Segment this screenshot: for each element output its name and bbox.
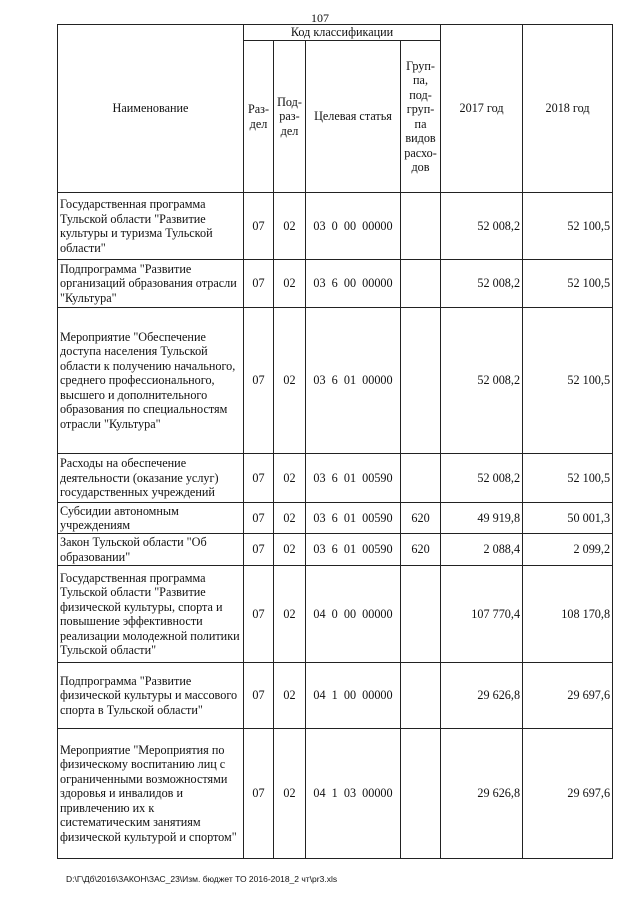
row-target: 03 6 01 00590 <box>306 454 401 503</box>
row-section: 07 <box>244 260 274 308</box>
header-group: Груп- па, под- груп- па видов расхо- дов <box>401 41 441 193</box>
row-subsection: 02 <box>274 260 306 308</box>
table-row <box>58 534 613 566</box>
row-subsection: 02 <box>274 503 306 534</box>
row-2018: 29 697,6 <box>523 663 613 729</box>
row-2018: 52 100,5 <box>523 454 613 503</box>
header-subsection: Под- раз- дел <box>274 41 306 193</box>
row-name: Подпрограмма "Развитие физической культуры и массового спорта в Тульской области" <box>58 663 244 729</box>
header-target: Целевая статья <box>306 41 401 193</box>
header-2017: 2017 год <box>441 25 523 193</box>
row-group <box>401 566 441 663</box>
row-target: 04 1 00 00000 <box>306 663 401 729</box>
row-2017: 107 770,4 <box>441 566 523 663</box>
row-target: 04 0 00 00000 <box>306 566 401 663</box>
row-target: 03 6 01 00590 <box>306 503 401 534</box>
table-row <box>58 260 613 308</box>
row-group <box>401 663 441 729</box>
table-row <box>58 729 613 859</box>
table-row <box>58 308 613 454</box>
row-2017: 29 626,8 <box>441 663 523 729</box>
row-subsection: 02 <box>274 193 306 260</box>
row-section: 07 <box>244 193 274 260</box>
row-section: 07 <box>244 729 274 859</box>
row-2018: 108 170,8 <box>523 566 613 663</box>
table-row <box>58 566 613 663</box>
table-row <box>58 503 613 534</box>
file-path-footer: D:\Г\Дб\2016\ЗАКОН\ЗАС_23\Изм. бюджет ТО 2016-2018_2 чт\pr3.xls <box>66 874 338 884</box>
row-2018: 29 697,6 <box>523 729 613 859</box>
row-subsection: 02 <box>274 729 306 859</box>
row-section: 07 <box>244 454 274 503</box>
row-target: 04 1 03 00000 <box>306 729 401 859</box>
row-group: 620 <box>401 534 441 566</box>
row-name: Мероприятие "Обеспечение доступа населения Тульской области к получению начального, среднего профессионального, высшего и дополнительного образования по специальностям отрасли "Культура" <box>58 308 244 454</box>
row-2017: 29 626,8 <box>441 729 523 859</box>
row-2017: 52 008,2 <box>441 260 523 308</box>
row-target: 03 6 01 00000 <box>306 308 401 454</box>
table-row <box>58 454 613 503</box>
row-subsection: 02 <box>274 663 306 729</box>
row-2017: 52 008,2 <box>441 454 523 503</box>
row-group: 620 <box>401 503 441 534</box>
row-name: Закон Тульской области "Об образовании" <box>58 534 244 566</box>
row-subsection: 02 <box>274 308 306 454</box>
row-2017: 52 008,2 <box>441 308 523 454</box>
row-section: 07 <box>244 534 274 566</box>
row-group <box>401 193 441 260</box>
table-row <box>58 663 613 729</box>
row-name: Государственная программа Тульской области "Развитие физической культуры, спорта и повышение эффективности реализации молодежной политики Тульской области" <box>58 566 244 663</box>
row-section: 07 <box>244 308 274 454</box>
row-name: Расходы на обеспечение деятельности (оказание услуг) государственных учреждений <box>58 454 244 503</box>
row-section: 07 <box>244 503 274 534</box>
row-section: 07 <box>244 566 274 663</box>
row-name: Государственная программа Тульской области "Развитие культуры и туризма Тульской области" <box>58 193 244 260</box>
row-target: 03 0 00 00000 <box>306 193 401 260</box>
row-section: 07 <box>244 663 274 729</box>
header-section: Раз- дел <box>244 41 274 193</box>
row-2017: 2 088,4 <box>441 534 523 566</box>
row-name: Мероприятие "Мероприятия по физическому воспитанию лиц с ограниченными возможностями здоровья и инвалидов и привлечению их к систематическим занятиям физической культурой и спортом" <box>58 729 244 859</box>
row-target: 03 6 01 00590 <box>306 534 401 566</box>
row-name: Субсидии автономным учреждениям <box>58 503 244 534</box>
row-2018: 2 099,2 <box>523 534 613 566</box>
row-2018: 50 001,3 <box>523 503 613 534</box>
row-2018: 52 100,5 <box>523 308 613 454</box>
row-2017: 49 919,8 <box>441 503 523 534</box>
row-2018: 52 100,5 <box>523 260 613 308</box>
row-2017: 52 008,2 <box>441 193 523 260</box>
row-group <box>401 308 441 454</box>
row-group <box>401 729 441 859</box>
row-subsection: 02 <box>274 566 306 663</box>
page-number: 107 <box>311 11 329 25</box>
row-group <box>401 260 441 308</box>
row-name: Подпрограмма "Развитие организаций образования отрасли "Культура" <box>58 260 244 308</box>
table-row <box>58 193 613 260</box>
header-classification: Код классификации <box>244 25 441 41</box>
row-2018: 52 100,5 <box>523 193 613 260</box>
header-2018: 2018 год <box>523 25 613 193</box>
budget-table <box>57 24 613 859</box>
row-subsection: 02 <box>274 454 306 503</box>
row-subsection: 02 <box>274 534 306 566</box>
row-target: 03 6 00 00000 <box>306 260 401 308</box>
header-name: Наименование <box>58 25 244 193</box>
row-group <box>401 454 441 503</box>
